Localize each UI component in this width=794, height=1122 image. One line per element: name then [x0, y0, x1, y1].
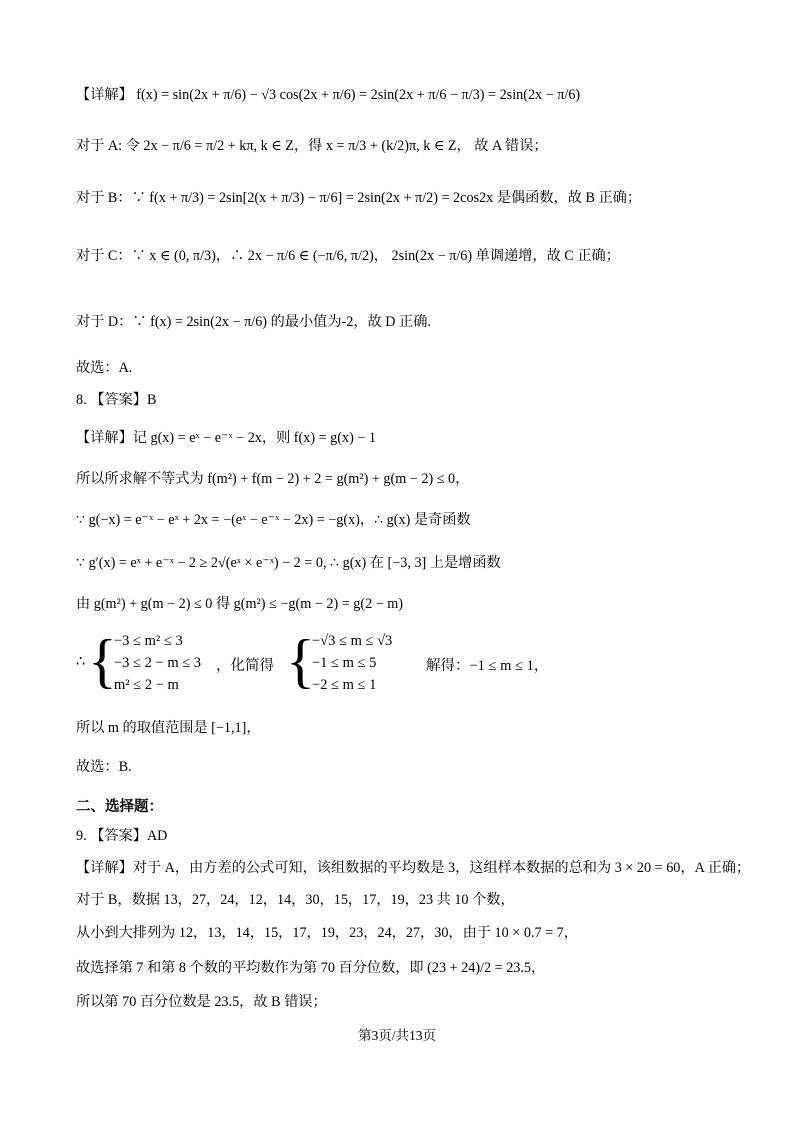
q8-line-3: ∵ g(−x) = e⁻ˣ − eˣ + 2x = −(eˣ − e⁻ˣ − 2x) = −g(x)，∴ g(x) 是奇函数: [76, 512, 471, 528]
solution-line-3: 对于 B：∵ f(x + π/3) = 2sin[2(x + π/3) − π/6] = 2sin(2x + π/2) = 2cos2x 是偶函数，故 B 正确；: [76, 190, 642, 206]
q9-line-4: 故选择第 7 和第 8 个数的平均数作为第 70 百分位数，即 (23 + 24)/2 = 23.5，: [76, 960, 546, 976]
right-row-1: −√3 ≤ m ≤ √3: [312, 633, 393, 649]
q8-line-4: ∵ g′(x) = eˣ + e⁻ˣ − 2 ≥ 2√(eˣ × e⁻ˣ) − 2 = 0, ∴ g(x) 在 [−3, 3] 上是增函数: [76, 555, 501, 571]
right-system-rows: [312, 630, 392, 696]
q8-line-2: 所以所求解不等式为 f(m²) + f(m − 2) + 2 = g(m²) + g(m − 2) ≤ 0，: [76, 471, 470, 487]
answer-line: 故选：A.: [76, 360, 133, 376]
therefore-symbol: ∴: [76, 654, 86, 670]
solution-line-2: 对于 A: 令 2x − π/6 = π/2 + kπ, k ∈ Z，得 x = π/3 + (k/2)π, k ∈ Z， 故 A 错误；: [76, 138, 548, 154]
q9-line-3: 从小到大排列为 12，13，14，15，17，19，23，24，27，30，由于 10 × 0.7 = 7，: [76, 925, 578, 941]
solution-line-5: 对于 D：∵ f(x) = 2sin(2x − π/6) 的最小值为-2，故 D 正确.: [76, 314, 431, 330]
q9-line-1: 【详解】对于 A，由方差的公式可知，该组数据的平均数是 3，这组样本数据的总和为 3 × 20 = 60，A 正确；: [76, 860, 751, 876]
q8-line-5: 由 g(m²) + g(m − 2) ≤ 0 得 g(m²) ≤ −g(m − 2) = g(2 − m): [76, 596, 404, 612]
inequality-system: [76, 628, 736, 698]
right-row-3: −2 ≤ m ≤ 1: [312, 677, 377, 693]
solution-line-1: 【详解】 f(x) = sin(2x + π/6) − √3 cos(2x + π/6) = 2sin(2x + π/6 − π/3) = 2sin(2x − π/6): [76, 87, 581, 103]
left-row-1: −3 ≤ m² ≤ 3: [114, 633, 183, 649]
q8-line-1: 【详解】记 g(x) = eˣ − e⁻ˣ − 2x，则 f(x) = g(x) − 1: [76, 430, 376, 446]
solution-line-4: 对于 C：∵ x ∈ (0, π/3)，∴ 2x − π/6 ∈ (−π/6, π/2)， 2sin(2x − π/6) 单调递增，故 C 正确；: [76, 248, 620, 264]
question-8-answer: 8. 【答案】B: [76, 392, 157, 408]
section-heading: 二、选择题：: [76, 799, 163, 815]
right-row-2: −1 ≤ m ≤ 5: [312, 655, 377, 671]
left-row-2: −3 ≤ 2 − m ≤ 3: [114, 655, 202, 671]
q8-answer-line: 故选：B.: [76, 759, 132, 775]
left-system-rows: [114, 630, 201, 696]
right-brace: {: [286, 628, 315, 694]
left-brace: {: [88, 628, 117, 694]
q8-range-line: 所以 m 的取值范围是 [−1,1]，: [76, 720, 261, 736]
q9-line-2: 对于 B，数据 13，27，24，12，14，30，15，17，19，23 共 10 个数，: [76, 892, 515, 908]
question-9-answer: 9. 【答案】AD: [76, 828, 168, 844]
page-footer: 第3页/共13页: [357, 1028, 436, 1043]
solution-text: 解得：−1 ≤ m ≤ 1，: [426, 658, 549, 674]
left-row-3: m² ≤ 2 − m: [114, 677, 179, 693]
q9-line-5: 所以第 70 百分位数是 23.5，故 B 错误；: [76, 994, 327, 1010]
simplify-label: ，化简得: [216, 658, 274, 674]
